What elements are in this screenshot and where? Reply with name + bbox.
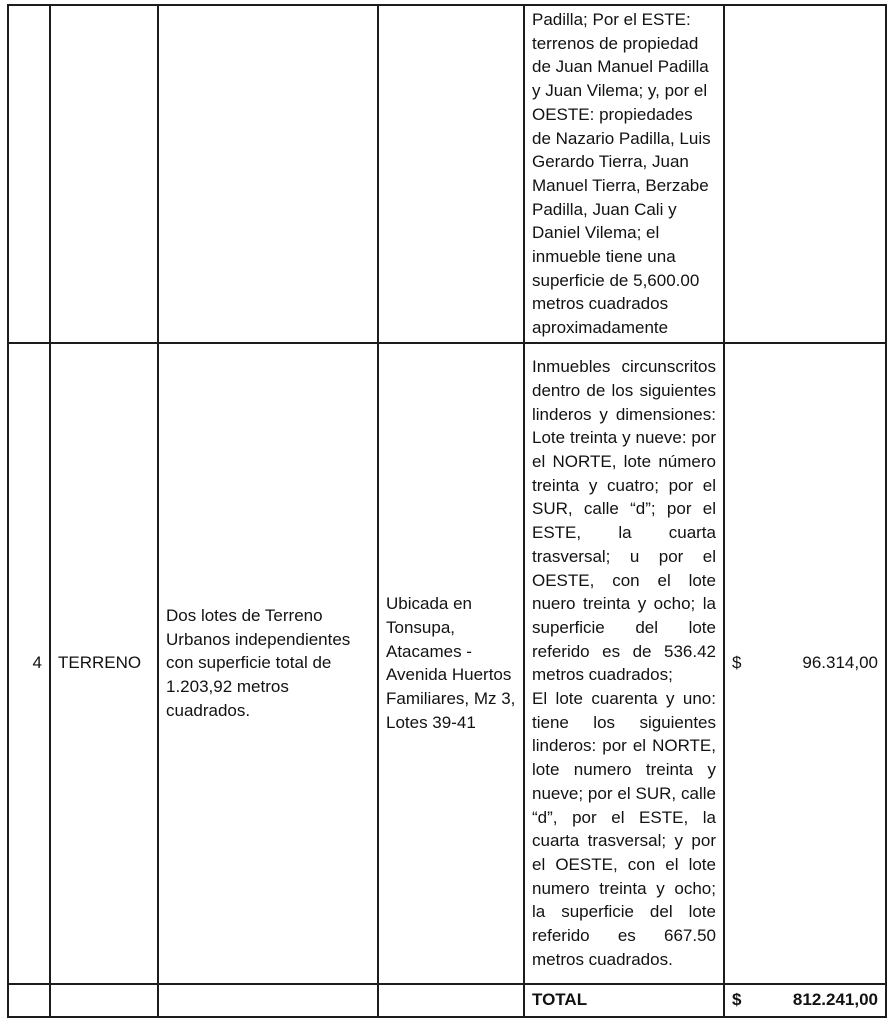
total-label: TOTAL <box>524 984 724 1017</box>
linderos-paragraph-lote-39: Inmuebles circunscritos dentro de los siguientes linderos y dimensiones: Lote treinta y nueve: por el NORTE, lote número treinta y cuatro; por el SUR, calle “d”; por el ESTE, la cuarta trasversal; u por el OESTE, con el lote nuero treinta y ocho; la superficie del lote referido es de 536.42 metros cuadrados; <box>532 357 716 685</box>
cell-numero-empty <box>8 5 50 343</box>
cell-ubicacion-empty <box>378 5 524 343</box>
linderos-paragraph-lote-41: El lote cuarenta y uno: tiene los siguientes linderos: por el NORTE, lote numero treinta y nueve; por el SUR, calle “d”, por el ESTE, la cuarta trasversal; y por el OESTE, con el lote numero treinta y ocho; la superficie del lote referido es 667.50 metros cuadrados. <box>532 689 716 969</box>
cell-item-type: TERRENO <box>50 343 158 984</box>
total-value-cell <box>724 984 886 1017</box>
currency-symbol: $ <box>732 653 742 673</box>
cell-tipo-empty <box>50 5 158 343</box>
total-cell-empty-4 <box>378 984 524 1017</box>
cell-item-location: Ubicada en Tonsupa, Atacames - Avenida Huertos Familiares, Mz 3, Lotes 39-41 <box>378 343 524 984</box>
cell-item-linderos <box>524 343 724 984</box>
money-line <box>732 651 878 675</box>
table-row-item-4 <box>8 343 886 984</box>
cell-item-description: Dos lotes de Terreno Urbanos independientes con superficie total de 1.203,92 metros cuadrados. <box>158 343 378 984</box>
cell-item-value <box>724 343 886 984</box>
table-row-continuation <box>8 5 886 343</box>
total-cell-empty-1 <box>8 984 50 1017</box>
total-row <box>8 984 886 1017</box>
cell-valor-empty <box>724 5 886 343</box>
cell-linderos-continuation <box>524 5 724 343</box>
total-money-line <box>732 988 878 1012</box>
property-inventory-table <box>7 4 887 1018</box>
amount-value: 96.314,00 <box>802 653 878 673</box>
total-cell-empty-3 <box>158 984 378 1017</box>
total-cell-empty-2 <box>50 984 158 1017</box>
linderos-continuation-text: Padilla; Por el ESTE: terrenos de propiedad de Juan Manuel Padilla y Juan Vilema; y, por el OESTE: propiedades de Nazario Padilla, Luis Gerardo Tierra, Juan Manuel Tierra, Berzabe Padilla, Juan Cali y Daniel Vilema; el inmueble tiene una superficie de 5,600.00 metros cuadrados aproximadamente <box>532 10 711 338</box>
total-amount-value: 812.241,00 <box>792 990 878 1010</box>
total-currency-symbol: $ <box>732 990 742 1010</box>
cell-descripcion-empty <box>158 5 378 343</box>
cell-item-number: 4 <box>8 343 50 984</box>
